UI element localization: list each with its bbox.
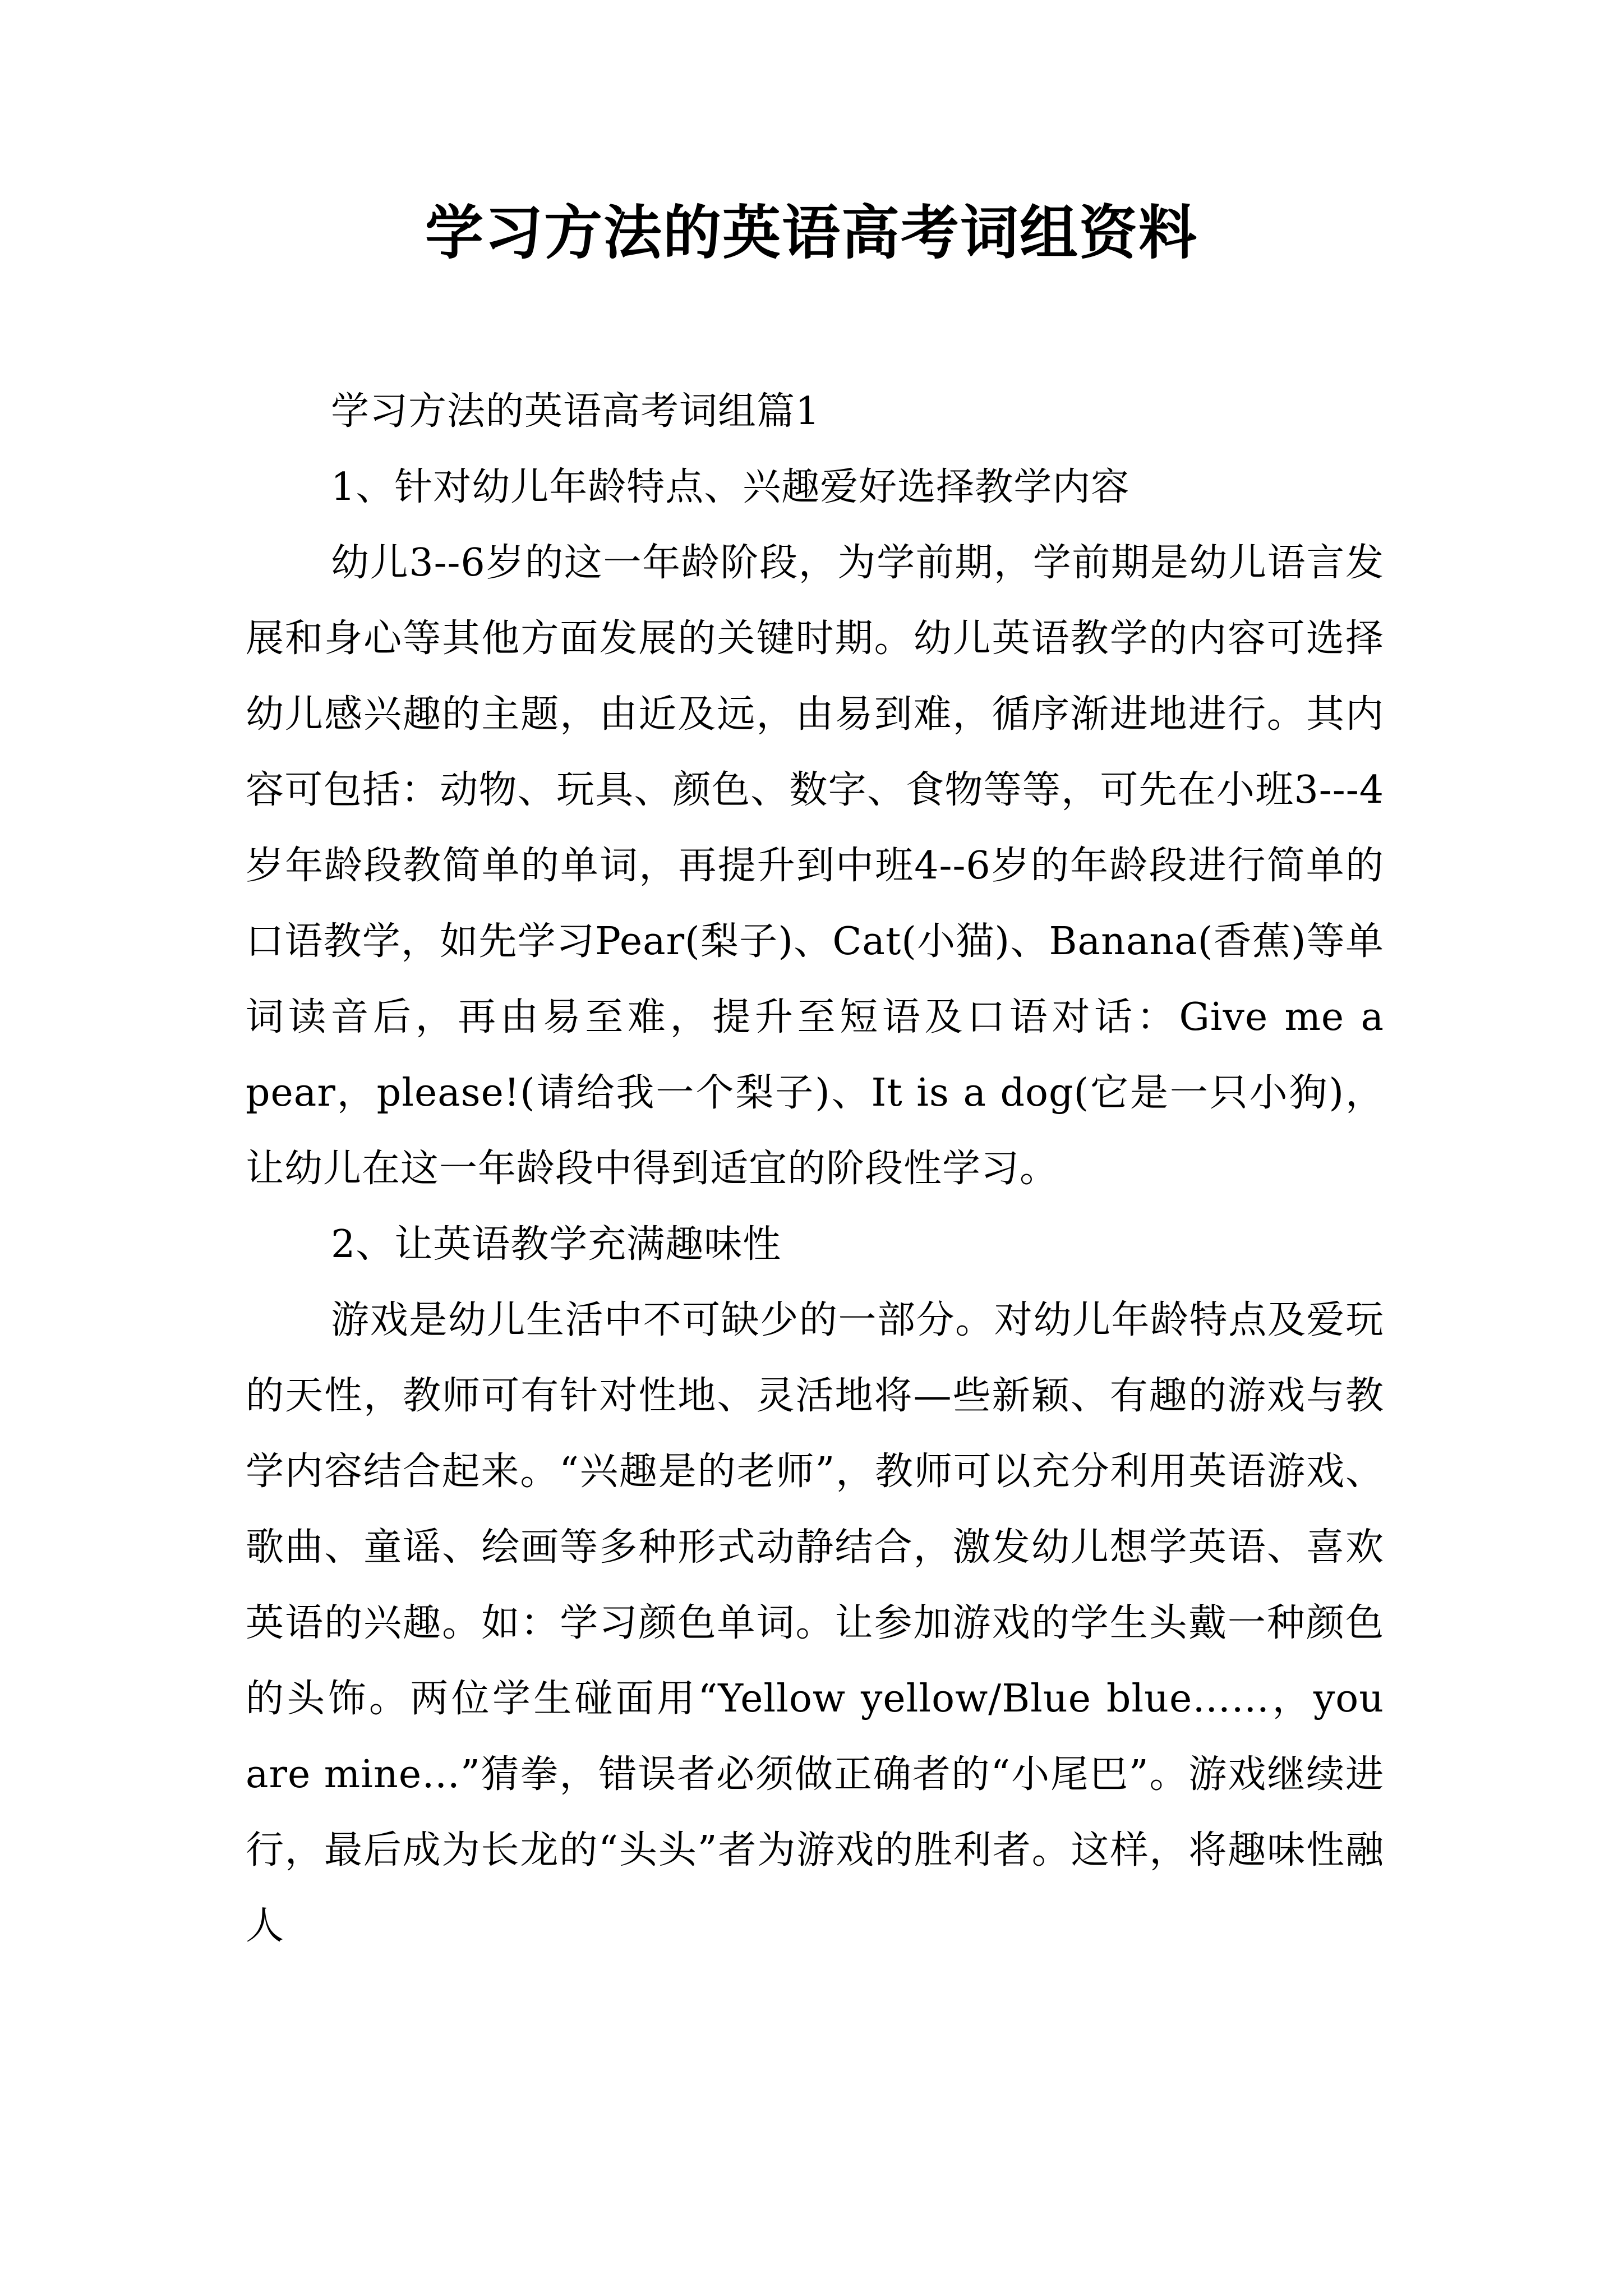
subheading-1: 1、针对幼儿年龄特点、兴趣爱好选择教学内容: [331, 465, 1130, 509]
document-title: 学习方法的英语高考词组资料: [425, 198, 1198, 267]
document-body: [246, 374, 1384, 1964]
paragraph-2: 游戏是幼儿生活中不可缺少的一部分。对幼儿年龄特点及爱玩的天性，教师可有针对性地、灵活地将—些新颖、有趣的游戏与教学内容结合起来。“兴趣是的老师”，教师可以充分利用英语游戏、歌曲、童谣、绘画等多种形式动静结合，激发幼儿想学英语、喜欢英语的兴趣。如：学习颜色单词。让参加游戏的学生头戴一种颜色的头饰。两位学生碰面用“Yellow yellow/Blue blue……，you are mine…”猜拳，错误者必须做正确者的“小尾巴”。游戏继续进行，最后成为长龙的“头头”者为游戏的胜利者。这样，将趣味性融人: [246, 1298, 1384, 1948]
subheading-2: 2、让英语教学充满趣味性: [331, 1222, 782, 1267]
paragraph-1: 幼儿3--6岁的这一年龄阶段，为学前期，学前期是幼儿语言发展和身心等其他方面发展的关键时期。幼儿英语教学的内容可选择幼儿感兴趣的主题，由近及远，由易到难，循序渐进地进行。其内容可包括：动物、玩具、颜色、数字、食物等等，可先在小班3---4岁年龄段教简单的单词，再提升到中班4--6岁的年龄段进行简单的口语教学，如先学习Pear(梨子)、Cat(小猫)、Banana(香蕉)等单词读音后，再由易至难，提升至短语及口语对话：Give me a pear，please!(请给我一个梨子)、It is a dog(它是一只小狗)，让幼儿在这一年龄段中得到适宜的阶段性学习。: [246, 541, 1384, 1191]
section-heading: 学习方法的英语高考词组篇1: [331, 389, 820, 434]
